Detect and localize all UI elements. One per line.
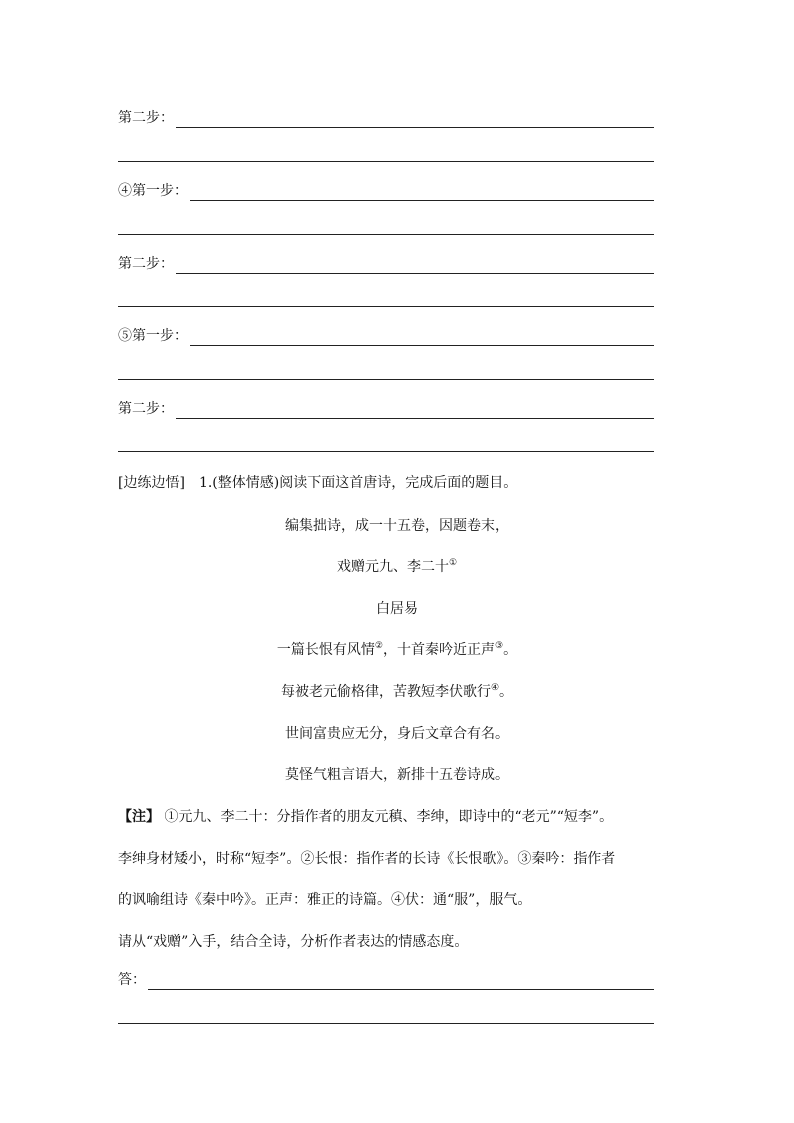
poem-line: 世间富贵应无分，身后文章合有名。 (285, 726, 509, 742)
step-label: 第二步： (118, 401, 174, 417)
footnote-marker: ④ (490, 683, 500, 693)
step-row (118, 254, 654, 274)
poem-title-text: 戏赠元九、李二十 (336, 559, 449, 575)
notes-line: 【注】 ①元九、李二十：分指作者的朋友元稹、李绅，即诗中的“老元”“短李”。 (118, 809, 614, 825)
notes-line: 的讽喻组诗《秦中吟》。正声：雅正的诗篇。④伏：通“服”，服气。 (118, 892, 532, 908)
step-label: ④第一步： (118, 183, 188, 199)
answer-line[interactable] (118, 234, 654, 235)
answer-line[interactable] (190, 200, 654, 201)
answer-line[interactable] (118, 306, 654, 307)
step-label: 第二步： (118, 110, 174, 126)
question-text: 1.(整体情感)阅读下面这首唐诗，完成后面的题目。 (198, 475, 518, 491)
poem-line: 一篇长恨有风情②，十首秦吟近正声③。 (276, 641, 518, 658)
poem-title (0, 557, 794, 577)
step-row (118, 399, 654, 419)
notes-label: 【注】 (118, 809, 160, 825)
answer-line[interactable] (118, 161, 654, 162)
step-label: 第二步： (118, 256, 174, 272)
question-prompt: 请从“戏赠”入手，结合全诗，分析作者表达的情感态度。 (118, 934, 469, 950)
poem-line: 每被老元偷格律，苦教短李伏歌行④。 (280, 683, 514, 700)
answer-line[interactable] (176, 127, 654, 128)
poem-preface: 编集拙诗，成一十五卷，因题卷末， (285, 518, 509, 534)
answer-label: 答： (118, 972, 146, 988)
answer-line[interactable] (148, 989, 654, 990)
footnote-marker: ② (374, 641, 383, 651)
notes-line: 李绅身材矮小，时称“短李”。②长恨：指作者的长诗《长恨歌》。③秦吟：指作者 (118, 851, 616, 867)
step-row (118, 108, 654, 128)
question-heading (118, 473, 517, 493)
poem-author: 白居易 (376, 601, 418, 617)
answer-line[interactable] (118, 1023, 654, 1024)
footnote-marker: ① (448, 558, 458, 568)
answer-row (118, 970, 654, 990)
answer-line[interactable] (118, 451, 654, 452)
step-row (118, 326, 654, 346)
section-tag: [边练边悟] (118, 475, 185, 491)
answer-line[interactable] (118, 379, 654, 380)
footnote-marker: ③ (495, 641, 504, 651)
answer-line[interactable] (176, 273, 654, 274)
poem-line: 莫怪气粗言语大，新排十五卷诗成。 (285, 767, 509, 783)
answer-line[interactable] (176, 418, 654, 419)
step-label: ⑤第一步： (118, 328, 188, 344)
step-row (118, 181, 654, 201)
answer-line[interactable] (190, 345, 654, 346)
